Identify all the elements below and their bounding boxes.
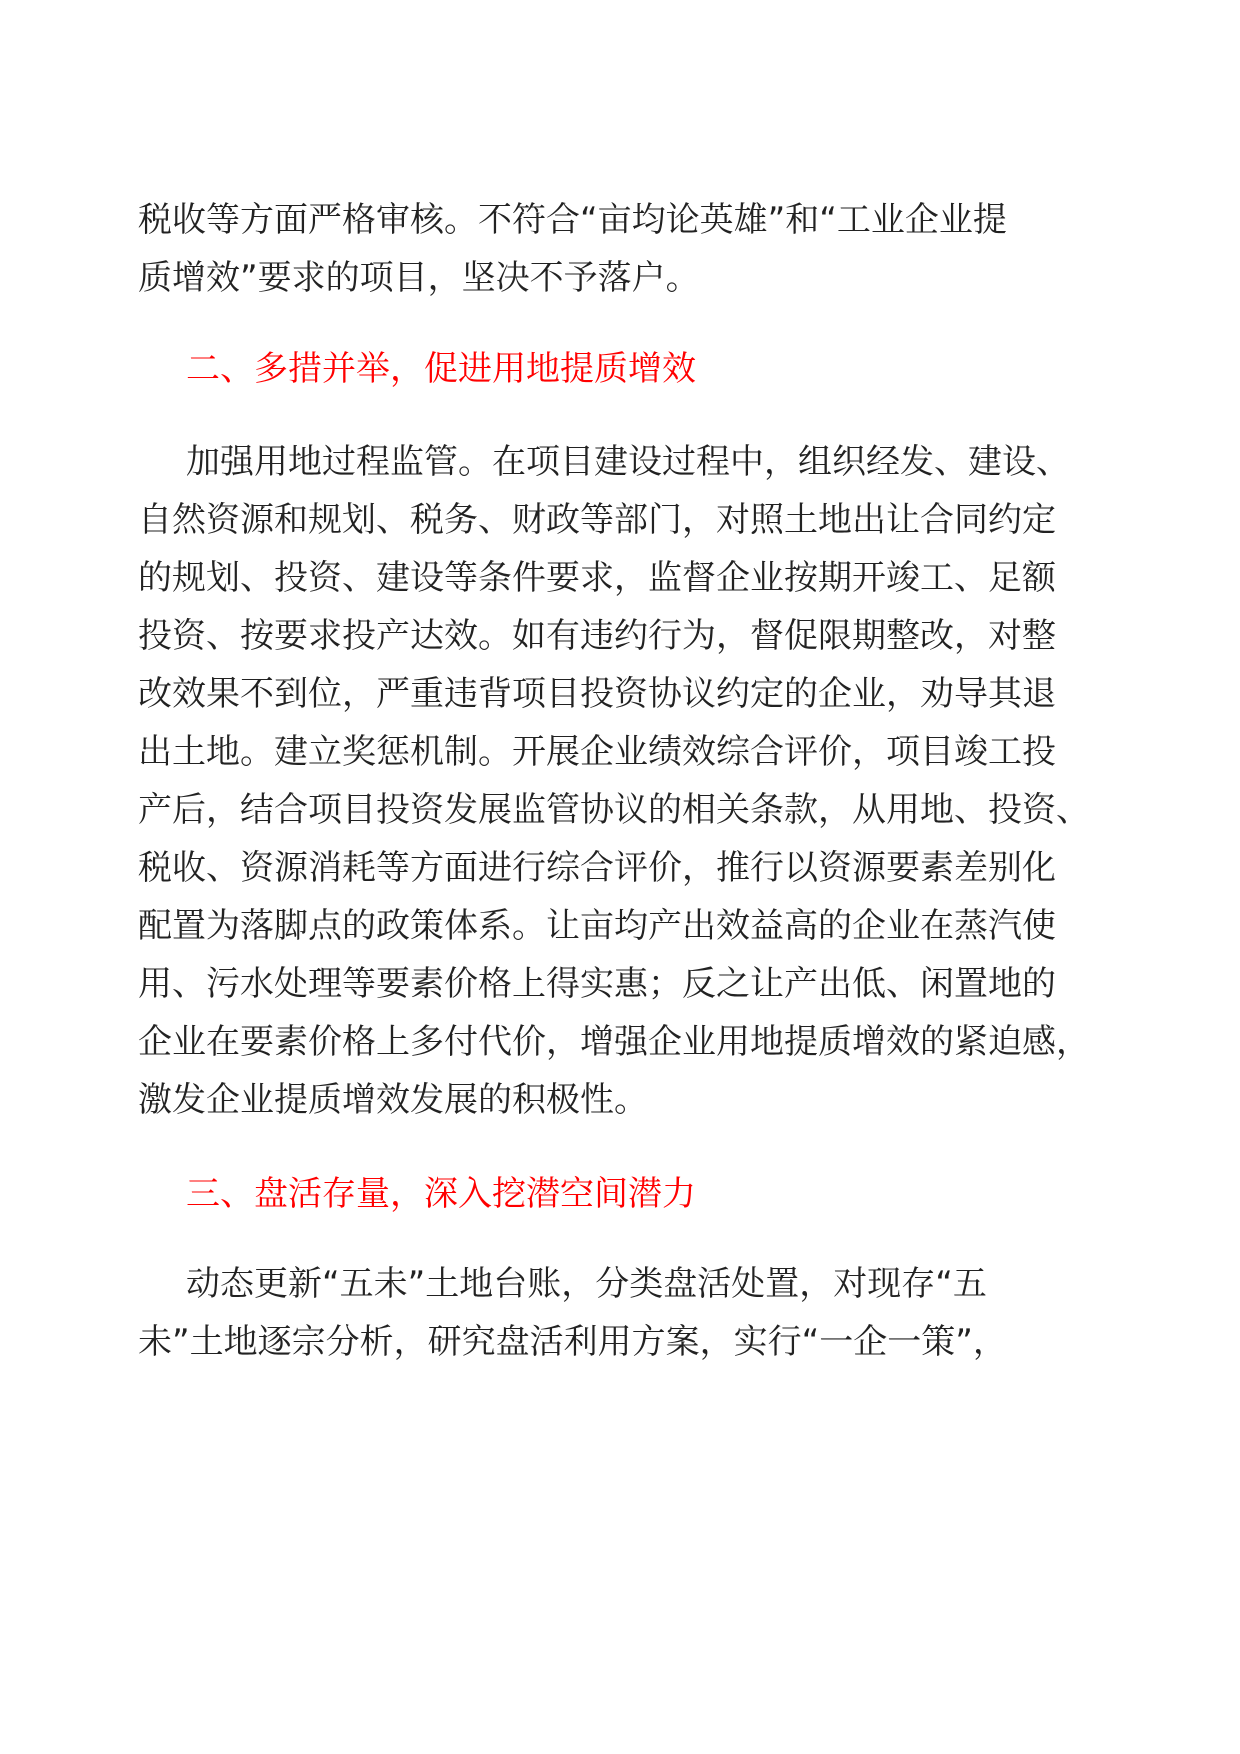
text-line: 质增效”要求的项目，坚决不予落户。: [138, 258, 700, 298]
text-line: 用、污水处理等要素价格上得实惠；反之让产出低、闲置地的: [138, 964, 1056, 1004]
text-line: 企业在要素价格上多付代价，增强企业用地提质增效的紧迫感，: [138, 1022, 1090, 1062]
text-line: 未”土地逐宗分析，研究盘活利用方案，实行“一企一策”，: [138, 1322, 1007, 1362]
text-line: 投资、按要求投产达效。如有违约行为，督促限期整改，对整: [138, 616, 1056, 656]
section-heading: 三、盘活存量，深入挖潜空间潜力: [186, 1174, 696, 1214]
text-line: 配置为落脚点的政策体系。让亩均产出效益高的企业在蒸汽使: [138, 906, 1056, 946]
text-line: 动态更新“五未”土地台账，分类盘活处置，对现存“五: [186, 1264, 987, 1304]
text-line: 加强用地过程监管。在项目建设过程中，组织经发、建设、: [186, 442, 1070, 482]
text-line: 产后，结合项目投资发展监管协议的相关条款，从用地、投资、: [138, 790, 1090, 830]
text-line: 自然资源和规划、税务、财政等部门，对照土地出让合同约定: [138, 500, 1056, 540]
section-heading: 二、多措并举，促进用地提质增效: [186, 349, 696, 389]
text-line: 改效果不到位，严重违背项目投资协议约定的企业，劝导其退: [138, 674, 1056, 714]
text-line: 出土地。建立奖惩机制。开展企业绩效综合评价，项目竣工投: [138, 732, 1056, 772]
text-line: 的规划、投资、建设等条件要求，监督企业按期开竣工、足额: [138, 558, 1056, 598]
text-line: 激发企业提质增效发展的积极性。: [138, 1080, 648, 1120]
text-line: 税收等方面严格审核。不符合“亩均论英雄”和“工业企业提: [138, 200, 1007, 240]
text-line: 税收、资源消耗等方面进行综合评价，推行以资源要素差别化: [138, 848, 1056, 888]
